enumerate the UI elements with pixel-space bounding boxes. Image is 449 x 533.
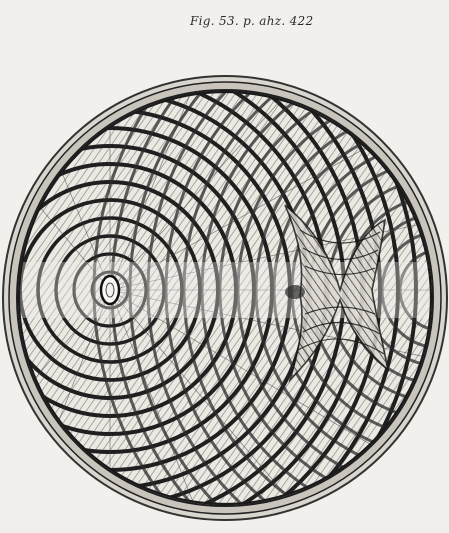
butterfly-knot <box>285 285 305 299</box>
figure-caption: Fig. 53. p. ahz. 422 <box>190 14 314 28</box>
axis-band <box>0 262 449 318</box>
